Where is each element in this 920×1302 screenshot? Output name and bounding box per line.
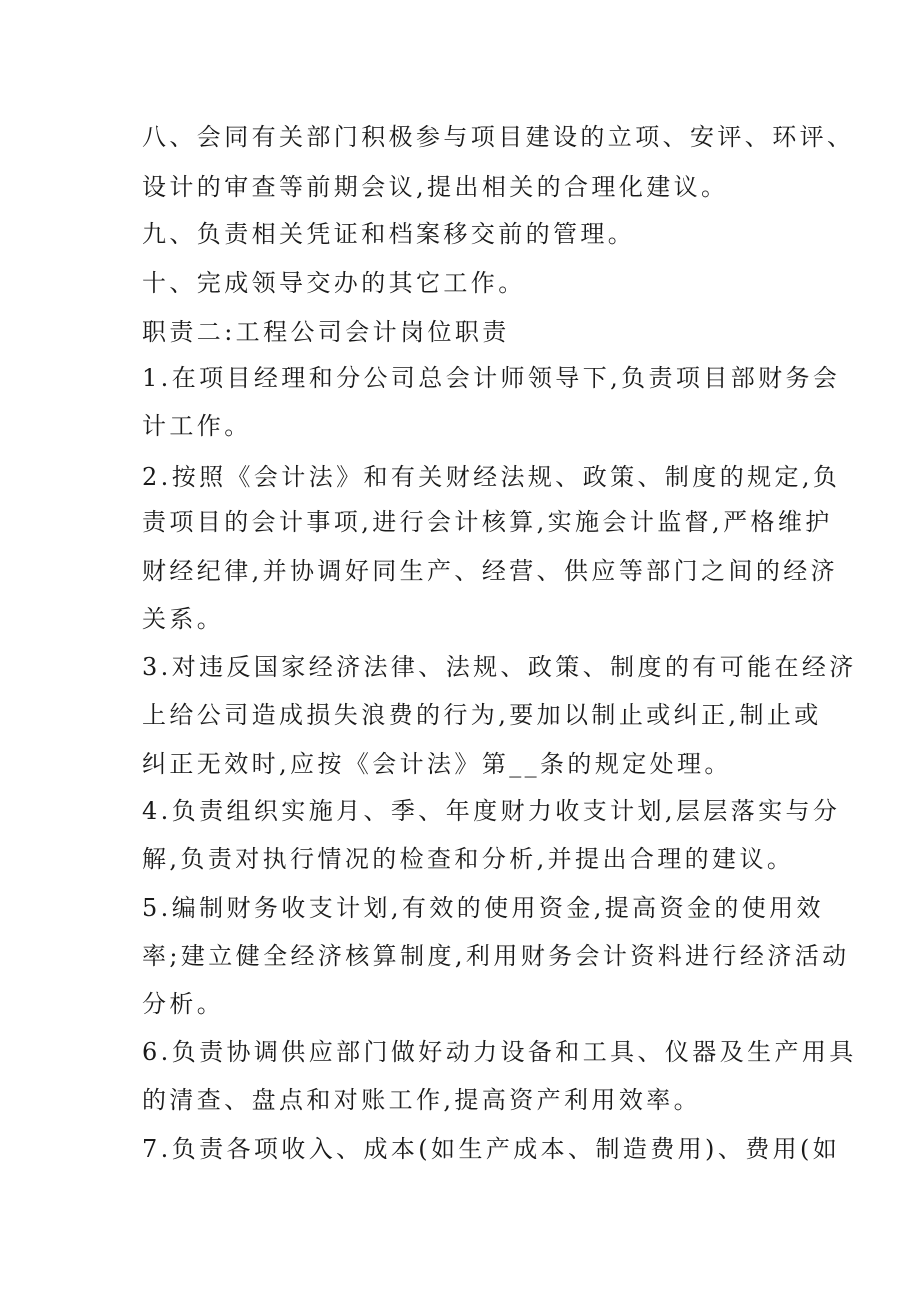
text-line: 4.负责组织实施月、季、年度财力收支计划,层层落实与分 [142,797,841,825]
text-line: 纠正无效时,应按《会计法》第__条的规定处理。 [142,750,732,778]
text-line: 的清查、盘点和对账工作,提高资产利用效率。 [142,1086,702,1114]
text-line: 7.负责各项收入、成本(如生产成本、制造费用)、费用(如 [142,1135,841,1163]
text-line: 2.按照《会计法》和有关财经法规、政策、制度的规定,负 [142,463,841,491]
text-line: 率;建立健全经济核算制度,利用财务会计资料进行经济活动 [142,942,850,970]
text-line: 责项目的会计事项,进行会计核算,实施会计监督,严格维护 [142,508,833,536]
text-line: 分析。 [142,990,225,1018]
section-heading: 职责二:工程公司会计岗位职责 [142,318,510,346]
text-line: 1.在项目经理和分公司总会计师领导下,负责项目部财务会 [142,364,841,392]
text-line: 八、会同有关部门积极参与项目建设的立项、安评、环评、 [142,123,855,151]
text-line: 九、负责相关凭证和档案移交前的管理。 [142,220,636,248]
text-line: 计工作。 [142,412,252,440]
text-line: 6.负责协调供应部门做好动力设备和工具、仪器及生产用具 [142,1038,857,1066]
text-line: 解,负责对执行情况的检查和分析,并提出合理的建议。 [142,845,795,873]
text-line: 5.编制财务收支计划,有效的使用资金,提高资金的使用效 [142,894,824,922]
text-line: 3.对违反国家经济法律、法规、政策、制度的有可能在经济 [142,653,857,681]
text-line: 上给公司造成损失浪费的行为,要加以制止或纠正,制止或 [142,701,822,729]
text-line: 设计的审查等前期会议,提出相关的合理化建议。 [142,173,729,201]
text-line: 十、完成领导交办的其它工作。 [142,269,526,297]
text-line: 财经纪律,并协调好同生产、经营、供应等部门之间的经济 [142,557,839,585]
text-line: 关系。 [142,605,225,633]
